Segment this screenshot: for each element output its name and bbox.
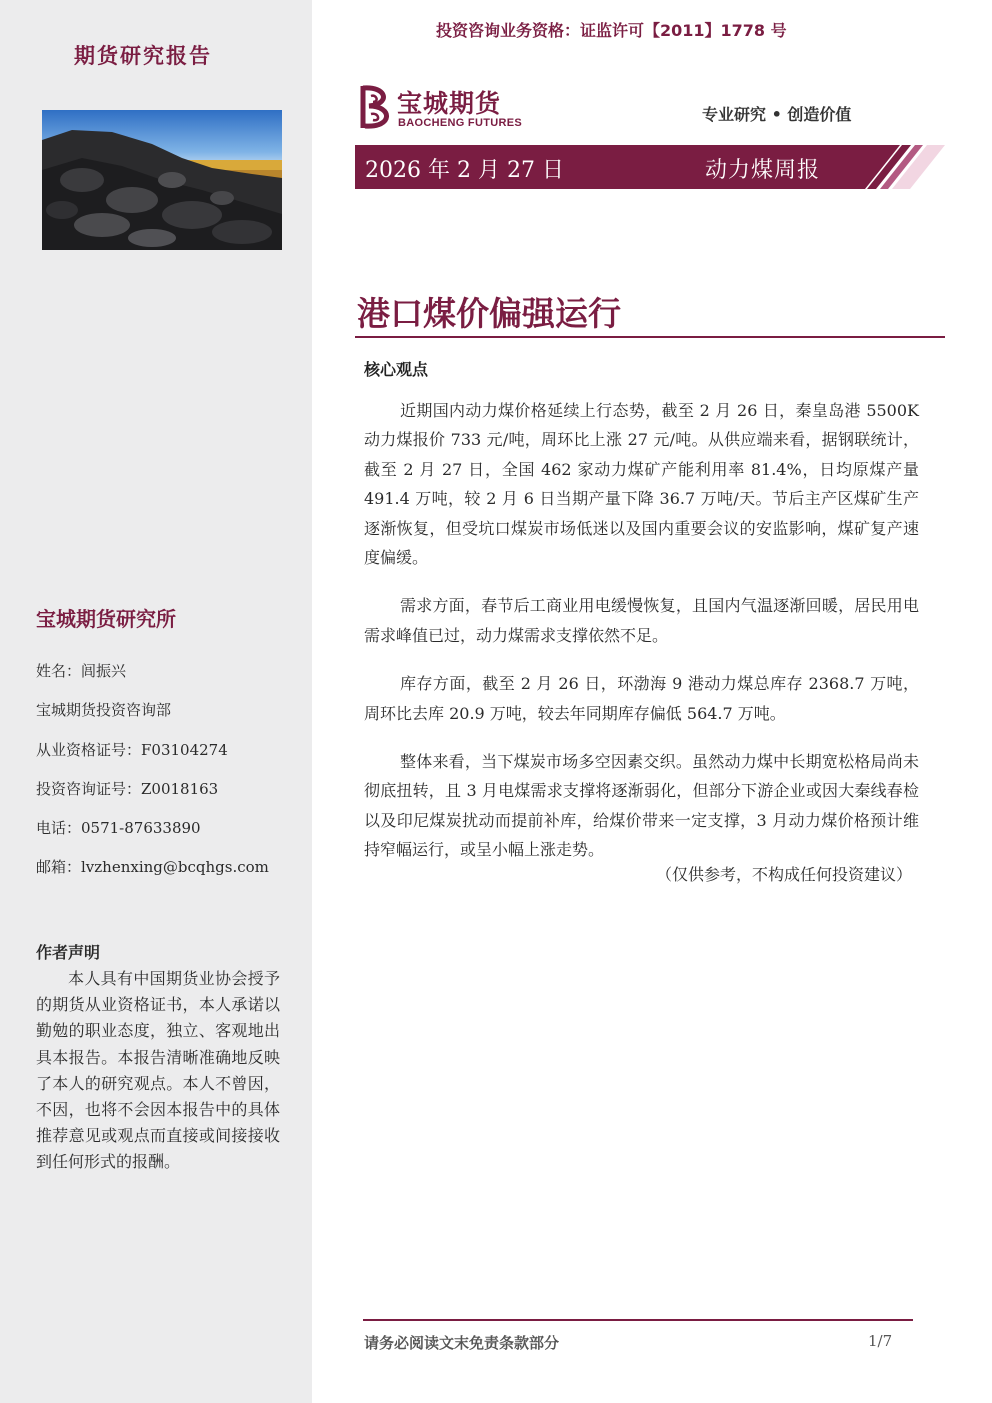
analyst-info xyxy=(36,658,269,894)
analyst-email: 邮箱：lvzhenxing@bcqhgs.com xyxy=(36,858,269,877)
report-banner xyxy=(355,145,945,189)
research-institute-name: 宝城期货研究所 xyxy=(36,607,176,631)
paragraph-demand: 需求方面，春节后工商业用电缓慢恢复，且国内气温逐渐回暖，居民用电需求峰值已过，动力煤需求支撑依然不足。 xyxy=(364,596,919,645)
paragraph-inventory: 库存方面，截至 2 月 26 日，环渤海 9 港动力煤总库存 2368.7 万吨，周环比去库 20.9 万吨，较去年同期库存偏低 564.7 万吨。 xyxy=(364,674,919,723)
analyst-department: 宝城期货投资咨询部 xyxy=(36,701,172,720)
report-date: 2026 年 2 月 27 日 xyxy=(365,158,564,183)
author-declaration-title: 作者声明 xyxy=(36,943,101,962)
sidebar xyxy=(0,0,312,1403)
company-slogan: 专业研究 • 创造价值 xyxy=(702,105,852,124)
author-declaration-text: 本人具有中国期货业协会授予的期货从业资格证书，本人承诺以勤勉的职业态度，独立、客观地出具本报告。本报告清晰准确地反映了本人的研究观点。本人不曾因，不因，也将不会因本报告中的具体推荐意见或观点而直接或间接接收到任何形式的报酬。 xyxy=(36,969,280,1172)
paragraph-outlook: 整体来看，当下煤炭市场多空因素交织。虽然动力煤中长期宽松格局尚未彻底扭转，且 3 月电煤需求支撑将逐渐弱化，但部分下游企业或因大秦线春检以及印尼煤炭扰动而提前补库，给煤价带来一定支撑，3 月动力煤价格预计维持窄幅运行，或呈小幅上涨走势。 xyxy=(364,752,919,860)
report-type-label: 期货研究报告 xyxy=(74,44,212,68)
core-view-title: 核心观点 xyxy=(364,360,429,379)
footer-disclaimer-note: 请务必阅读文末免责条款部分 xyxy=(364,1334,560,1352)
investment-disclaimer: （仅供参考，不构成任何投资建议） xyxy=(655,865,912,884)
qualification-number: 从业资格证号：F03104274 xyxy=(36,740,228,759)
analyst-name: 姓名：闾振兴 xyxy=(36,662,127,680)
headline-divider xyxy=(355,336,945,338)
company-logo xyxy=(357,82,537,134)
report-headline: 港口煤价偏强运行 xyxy=(357,294,621,333)
paragraph-supply: 近期国内动力煤价格延续上行态势，截至 2 月 26 日，秦皇岛港 5500K 动力煤报价 733 元/吨，周环比上涨 27 元/吨。从供应端来看，据钢联统计，截至 2 月 27 日，全国 462 家动力煤矿产能利用率 81.4%，日均原煤产量 491.4 万吨，较 2 月 6 日当期产量下降 36.7 万吨/天。节后主产区煤矿生产逐渐恢复，但受坑口煤炭市场低迷以及国内重要会议的安监影响，煤矿复产速度偏缓。 xyxy=(364,401,919,568)
logo-chinese-name: 宝城期货 xyxy=(397,89,502,118)
analyst-phone: 电话：0571-87633890 xyxy=(36,819,201,838)
license-statement: 投资咨询业务资格：证监许可【2011】1778 号 xyxy=(436,21,787,40)
core-view-body xyxy=(364,396,919,884)
footer-divider xyxy=(363,1319,913,1321)
coal-cover-image xyxy=(42,110,282,250)
logo-english-name: BAOCHENG FUTURES xyxy=(398,117,522,129)
page-number: 1/7 xyxy=(868,1332,893,1350)
logo-mark-icon xyxy=(357,82,395,132)
report-name: 动力煤周报 xyxy=(705,158,821,183)
consulting-number: 投资咨询证号：Z0018163 xyxy=(36,779,219,798)
